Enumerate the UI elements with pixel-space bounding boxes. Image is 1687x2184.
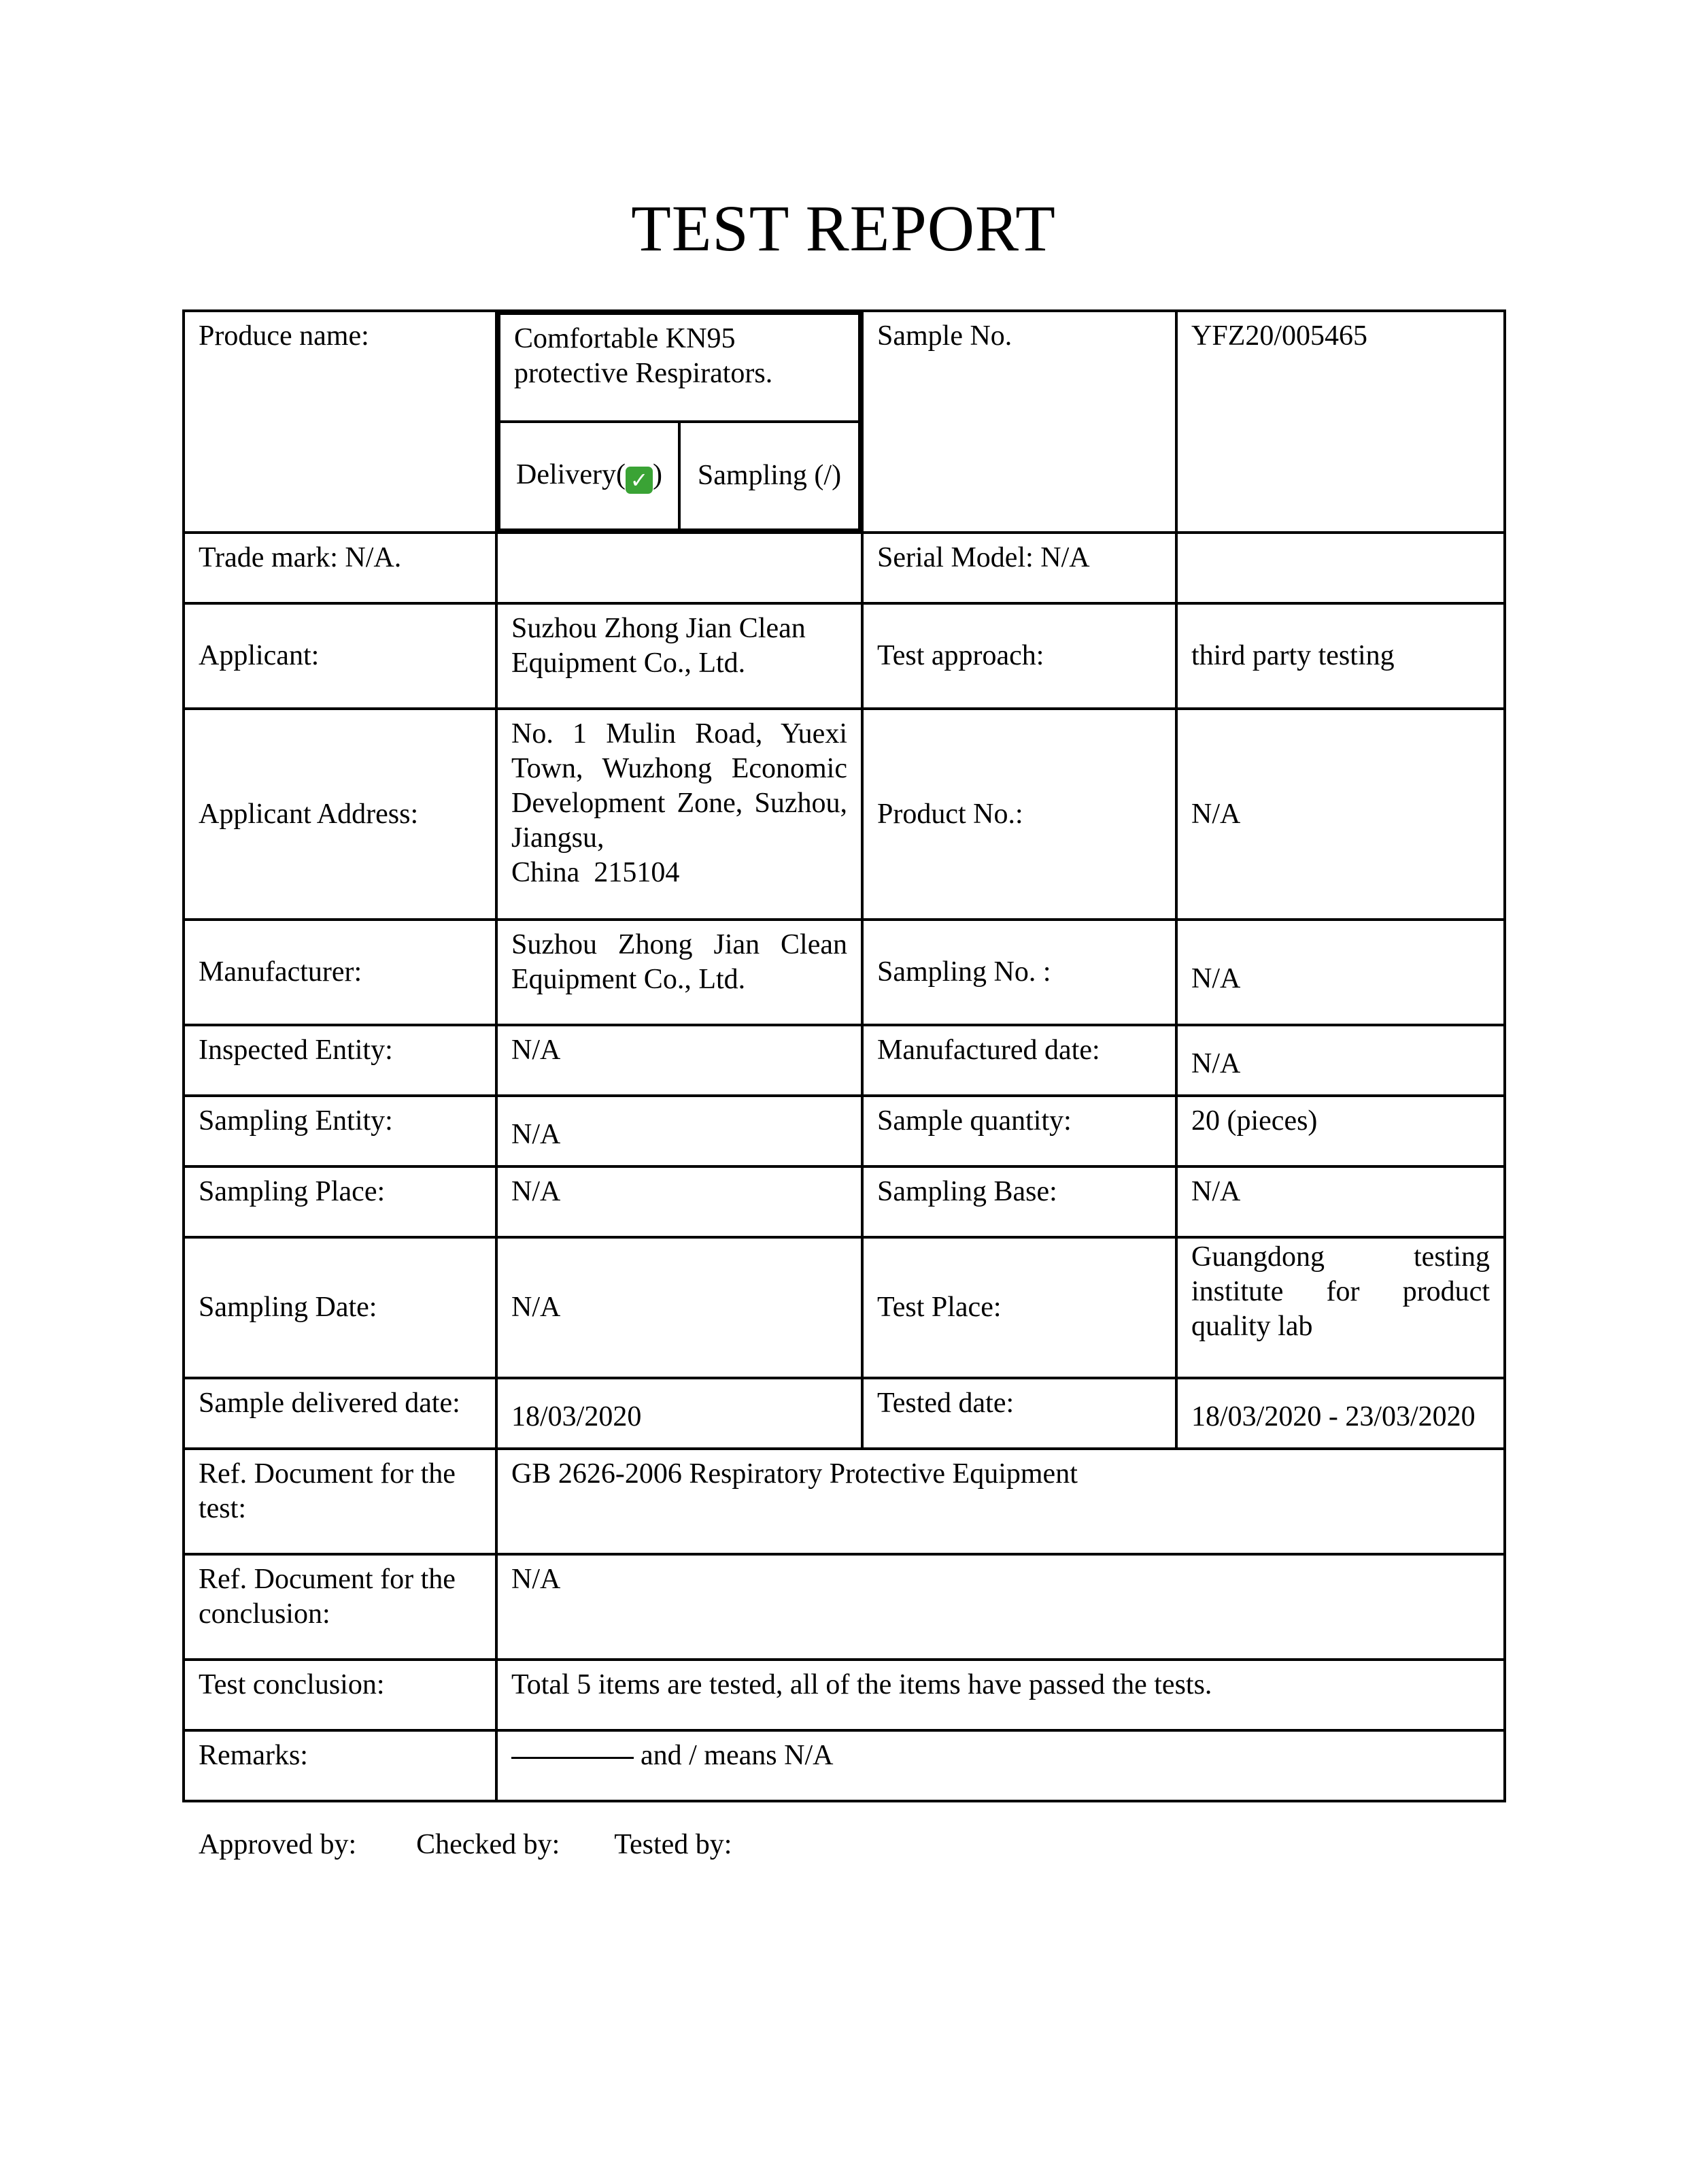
remarks-cell [496,1730,1505,1801]
sampling-date-value: N/A [496,1237,862,1378]
approved-by-label: Approved by: [199,1829,357,1860]
sample-delivered-date-value: 18/03/2020 [496,1378,862,1449]
tested-date-value: 18/03/2020 - 23/03/2020 [1176,1378,1505,1449]
applicant-address-cell [496,709,862,920]
manufacturer-label: Manufacturer: [184,920,496,1025]
applicant-address-label: Applicant Address: [184,709,496,920]
test-approach-label: Test approach: [862,603,1176,709]
sampling-entity-value: N/A [496,1096,862,1166]
table-row [184,1378,1505,1449]
sample-no-label: Sample No. [862,311,1176,533]
page-title: TEST REPORT [631,192,1056,265]
sampling-date-label: Sampling Date: [184,1237,496,1378]
applicant-value: Suzhou Zhong Jian Clean Equipment Co., Ltd. [496,603,862,709]
table-row [184,1660,1505,1730]
sampling-place-value: N/A [496,1166,862,1237]
table-row [184,311,1505,533]
manufacturer-value: Suzhou Zhong Jian Clean Equipment Co., Ltd. [496,920,862,1025]
sample-quantity-value: 20 (pieces) [1176,1096,1505,1166]
report-table [182,309,1506,1802]
inspected-entity-label: Inspected Entity: [184,1025,496,1096]
table-row [184,603,1505,709]
dash-line [511,1757,634,1759]
sampling-no-value: N/A [1176,920,1505,1025]
remarks-label: Remarks: [184,1730,496,1801]
inspected-entity-value: N/A [496,1025,862,1096]
ref-doc-conclusion-label: Ref. Document for the conclusion: [184,1554,496,1660]
delivery-option [499,422,679,530]
sample-no-value: YFZ20/005465 [1176,311,1505,533]
sampling-place-label: Sampling Place: [184,1166,496,1237]
ref-doc-test-value: GB 2626-2006 Respiratory Protective Equipment [496,1449,1505,1554]
tested-date-label: Tested date: [862,1378,1176,1449]
produce-name-label: Produce name: [184,311,496,533]
product-no-label: Product No.: [862,709,1176,920]
table-row [184,1237,1505,1378]
sampling-no-label: Sampling No. : [862,920,1176,1025]
sample-delivered-date-label: Sample delivered date: [184,1378,496,1449]
serial-model-value [1176,533,1505,603]
applicant-address-value: No. 1 Mulin Road, Yuexi Town, Wuzhong Economic Development Zone, Suzhou, Jiangsu, [511,718,847,854]
table-row [184,533,1505,603]
checked-by-label: Checked by: [416,1829,560,1860]
test-conclusion-value: Total 5 items are tested, all of the items have passed the tests. [496,1660,1505,1730]
tested-by-label: Tested by: [614,1829,732,1860]
table-row [184,1166,1505,1237]
product-no-value: N/A [1176,709,1505,920]
sampling-option: Sampling (/) [679,422,859,530]
table-row [184,1554,1505,1660]
manufactured-date-label: Manufactured date: [862,1025,1176,1096]
sampling-base-label: Sampling Base: [862,1166,1176,1237]
sample-quantity-label: Sample quantity: [862,1096,1176,1166]
delivery-close: ) [652,459,662,490]
table-row [184,920,1505,1025]
table-row [184,1096,1505,1166]
produce-name-cell [496,311,862,533]
table-row [184,1025,1505,1096]
check-mark-icon: ✓ [626,467,653,494]
applicant-label: Applicant: [184,603,496,709]
applicant-address-last-line: China 215104 [511,857,680,888]
table-row [184,1449,1505,1554]
test-place-value: Guangdong testing institute for product quality lab [1176,1237,1505,1378]
trade-mark-value [496,533,862,603]
trade-mark-label: Trade mark: N/A. [184,533,496,603]
produce-name-value: Comfortable KN95 protective Respirators. [499,314,859,422]
sampling-entity-label: Sampling Entity: [184,1096,496,1166]
test-place-label: Test Place: [862,1237,1176,1378]
remarks-value: and / means N/A [641,1740,834,1771]
signatures [199,1828,732,1861]
delivery-label: Delivery( [516,459,626,490]
sampling-base-value: N/A [1176,1166,1505,1237]
table-row [184,709,1505,920]
ref-doc-conclusion-value: N/A [496,1554,1505,1660]
manufactured-date-value: N/A [1176,1025,1505,1096]
serial-model-label: Serial Model: N/A [862,533,1176,603]
table-row [184,1730,1505,1801]
ref-doc-test-label: Ref. Document for the test: [184,1449,496,1554]
test-approach-value: third party testing [1176,603,1505,709]
test-conclusion-label: Test conclusion: [184,1660,496,1730]
